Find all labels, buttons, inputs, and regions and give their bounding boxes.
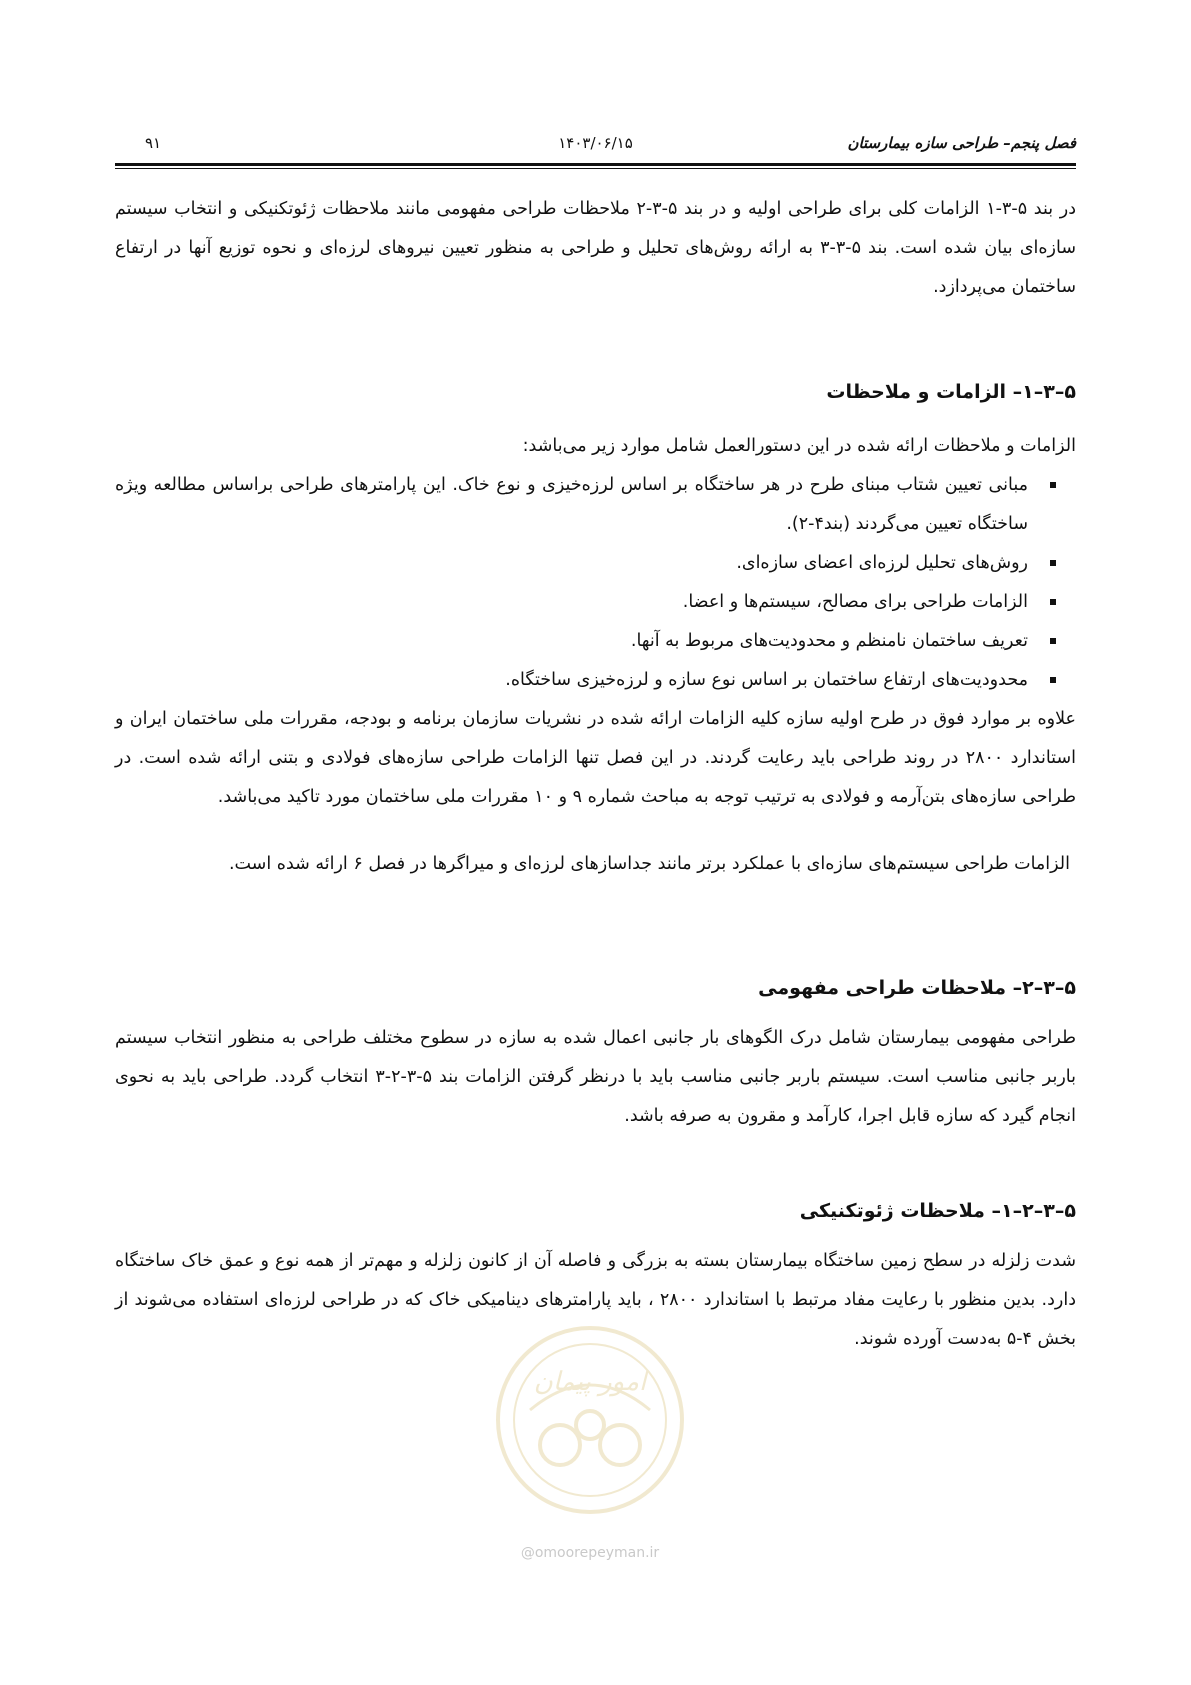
header-rule-thin xyxy=(115,168,1076,169)
svg-text:امور پیمان: امور پیمان xyxy=(533,1367,647,1397)
requirements-note: الزامات طراحی سیستم‌های سازه‌ای با عملکرد برتر مانند جداسازهای لرزه‌ای و میراگرها در فصل ۶ ارائه شده است. xyxy=(228,853,1070,874)
list-item: مبانی تعیین شتاب مبنای طرح در هر ساختگاه بر اساس لرزه‌خیزی و نوع خاک. این پارامترهای طراحی براساس مطالعه ویژه ساختگاه تعیین می‌گردند (بند۴-۲). xyxy=(115,466,1076,544)
spacer xyxy=(115,1136,1076,1196)
requirements-list xyxy=(115,466,1076,700)
section-heading-conceptual-design: ۵–۳–۲– ملاحظات طراحی مفهومی xyxy=(758,977,1076,999)
spacer xyxy=(115,307,1076,377)
section-heading-geotechnical: ۵–۳–۲–۱– ملاحظات ژئوتکنیکی xyxy=(799,1200,1076,1222)
watermark-logo xyxy=(490,1320,690,1520)
requirements-paragraph: علاوه بر موارد فوق در طرح اولیه سازه کلیه الزامات ارائه شده در نشریات سازمان برنامه و بودجه، مقررات ملی ساختمان ایران و استاندارد ۲۸۰۰ در روند طراحی باید رعایت گردند. در این فصل تنها الزامات طراحی سازه‌های فولادی و بتنی ارائه شده است. در طراحی سازه‌های بتن‌آرمه و فولادی به ترتیب توجه به مباحث شماره ۹ و ۱۰ مقررات ملی ساختمان مورد تاکید می‌باشد. xyxy=(115,709,1076,807)
bullet-square-icon xyxy=(1050,599,1056,605)
header-date: ۱۴۰۳/۰۶/۱۵ xyxy=(558,134,633,152)
list-item: تعریف ساختمان نامنظم و محدودیت‌های مربوط به آنها. xyxy=(115,622,1076,661)
page-header xyxy=(115,128,1076,158)
list-item: محدودیت‌های ارتفاع ساختمان بر اساس نوع سازه و لرزه‌خیزی ساختگاه. xyxy=(115,661,1076,700)
intro-paragraph: در بند ۵-۳-۱ الزامات کلی برای طراحی اولیه و در بند ۵-۳-۲ ملاحظات طراحی مفهومی مانند ملاحظات ژئوتکنیکی و انتخاب سیستم سازه‌ای بیان شده است. بند ۵-۳-۳ به ارائه روش‌های تحلیل و طراحی به منظور تعیین نیروهای لرزه‌ای و نحوه توزیع آنها در ارتفاع ساختمان می‌پردازد. xyxy=(115,199,1076,297)
bullet-square-icon xyxy=(1050,677,1056,683)
spacer xyxy=(115,901,1076,973)
bullet-square-icon xyxy=(1050,638,1056,644)
spacer xyxy=(115,407,1076,427)
header-rule-thick xyxy=(115,163,1076,166)
list-item: روش‌های تحلیل لرزه‌ای اعضای سازه‌ای. xyxy=(115,544,1076,583)
chapter-title: فصل پنجم– طراحی سازه بیمارستان xyxy=(847,134,1076,152)
page-number: ۹۱ xyxy=(145,134,162,152)
bullet-square-icon xyxy=(1050,482,1056,488)
document-body xyxy=(115,190,1076,1359)
section-heading-requirements: ۵–۳–۱– الزامات و ملاحظات xyxy=(826,381,1076,403)
spacer xyxy=(115,1226,1076,1242)
spacer xyxy=(115,1003,1076,1019)
list-item: الزامات طراحی برای مصالح، سیستم‌ها و اعضا. xyxy=(115,583,1076,622)
geotechnical-paragraph: شدت زلزله در سطح زمین ساختگاه بیمارستان بسته به بزرگی و فاصله آن از کانون زلزله و مهم‌تر از همه نوع و عمق خاک ساختگاه دارد. بدین منظور با رعایت مفاد مرتبط با استاندارد ۲۸۰۰ ، باید پارامترهای دینامیکی خاک که در طراحی لرزه‌ای استفاده می‌شوند از بخش ۴-۵ به‌دست آورده شوند. xyxy=(115,1251,1076,1349)
spacer xyxy=(115,817,1076,827)
watermark-url: @omoorepeyman.ir xyxy=(520,1545,660,1561)
bullet-square-icon xyxy=(1050,560,1056,566)
requirements-lead: الزامات و ملاحظات ارائه شده در این دستورالعمل شامل موارد زیر می‌باشد: xyxy=(522,436,1076,456)
conceptual-design-paragraph: طراحی مفهومی بیمارستان شامل درک الگوهای بار جانبی اعمال شده به سازه در سطوح مختلف طراحی به منظور انتخاب سیستم باربر جانبی مناسب است. سیستم باربر جانبی مناسب باید با درنظر گرفتن الزامات بند ۵-۳-۲-۳ انتخاب گردد. طراحی باید به نحوی انجام گیرد که سازه قابل اجرا، کارآمد و مقرون به صرفه باشد. xyxy=(115,1028,1076,1126)
